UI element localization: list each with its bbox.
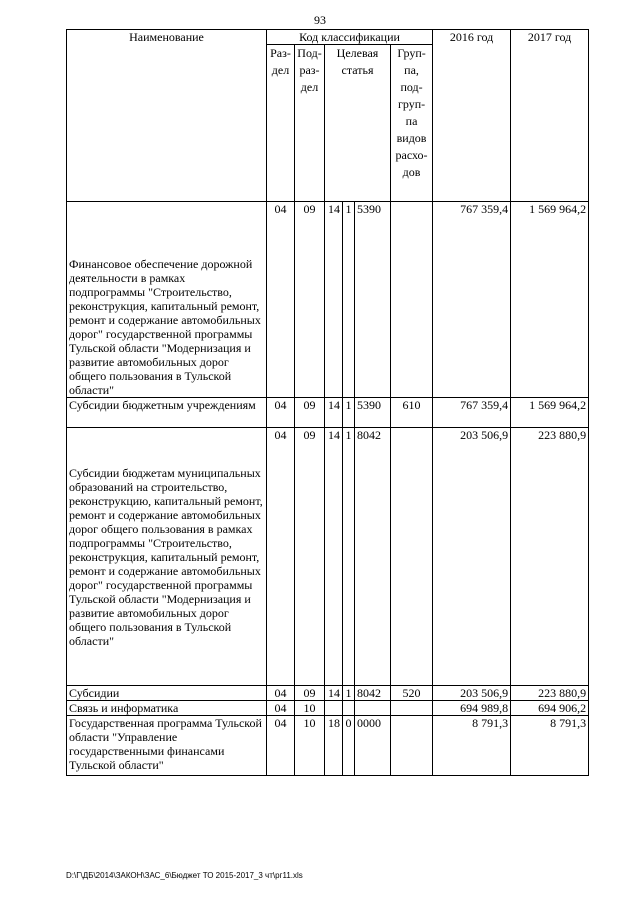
row-name: Субсидии бюджетным учреждениям — [67, 398, 267, 428]
row-target-1 — [325, 701, 343, 716]
row-group — [391, 701, 433, 716]
page-number: 93 — [314, 13, 326, 27]
row-2016: 767 359,4 — [433, 202, 511, 398]
table-row — [67, 716, 589, 776]
row-subsection: 09 — [295, 686, 325, 701]
row-target-3: 8042 — [355, 686, 391, 701]
header-group: Груп- па, под- груп- па видов расхо- дов — [391, 45, 433, 202]
row-target-1: 14 — [325, 398, 343, 428]
row-name: Субсидии бюджетам муниципальных образований на строительство, реконструкцию, капитальный ремонт, ремонт и содержание автомобильных дорог общего пользования в рамках подпрограммы "Строительство, реконструкция, капитальный ремонт, ремонт и содержание автомобильных дорог" государственной программы Тульской области "Модернизация и развитие автомобильных дорог общего пользования в Тульской области" — [67, 428, 267, 686]
row-subsection: 09 — [295, 398, 325, 428]
header-row-top — [67, 30, 589, 45]
header-classification: Код классификации — [267, 30, 433, 45]
row-target-2: 1 — [343, 686, 355, 701]
row-group — [391, 716, 433, 776]
row-2016: 767 359,4 — [433, 398, 511, 428]
table-row — [67, 701, 589, 716]
row-2017: 694 906,2 — [511, 701, 589, 716]
row-subsection: 10 — [295, 701, 325, 716]
row-group: 610 — [391, 398, 433, 428]
header-year-2017: 2017 год — [511, 30, 589, 202]
header-target-article: Целевая статья — [325, 45, 391, 202]
file-path-footer: D:\Г\ДБ\2014\ЗАКОН\ЗАС_6\Бюджет ТО 2015-2017_3 чт\рг11.xls — [66, 871, 303, 880]
budget-table — [66, 29, 589, 776]
row-target-2: 1 — [343, 398, 355, 428]
row-subsection: 09 — [295, 202, 325, 398]
row-section: 04 — [267, 716, 295, 776]
row-section: 04 — [267, 701, 295, 716]
row-target-1: 18 — [325, 716, 343, 776]
row-name: Государственная программа Тульской области "Управление государственными финансами Тульской области" — [67, 716, 267, 776]
row-2017: 223 880,9 — [511, 686, 589, 701]
header-year-2016: 2016 год — [433, 30, 511, 202]
row-2016: 694 989,8 — [433, 701, 511, 716]
row-target-1: 14 — [325, 202, 343, 398]
row-target-2: 1 — [343, 202, 355, 398]
row-section: 04 — [267, 428, 295, 686]
row-target-1: 14 — [325, 428, 343, 686]
row-target-3: 0000 — [355, 716, 391, 776]
row-2016: 203 506,9 — [433, 686, 511, 701]
row-target-2: 0 — [343, 716, 355, 776]
row-section: 04 — [267, 202, 295, 398]
table-row — [67, 398, 589, 428]
row-target-3 — [355, 701, 391, 716]
table-row — [67, 686, 589, 701]
header-subsection: Под- раз- дел — [295, 45, 325, 202]
row-2017: 1 569 964,2 — [511, 398, 589, 428]
row-target-2 — [343, 701, 355, 716]
row-2016: 8 791,3 — [433, 716, 511, 776]
row-target-1: 14 — [325, 686, 343, 701]
table-body — [67, 202, 589, 776]
row-2016: 203 506,9 — [433, 428, 511, 686]
row-subsection: 09 — [295, 428, 325, 686]
row-target-2: 1 — [343, 428, 355, 686]
table-row — [67, 428, 589, 686]
row-2017: 8 791,3 — [511, 716, 589, 776]
row-group: 520 — [391, 686, 433, 701]
table-row — [67, 202, 589, 398]
header-name: Наименование — [67, 30, 267, 202]
row-name: Субсидии — [67, 686, 267, 701]
row-group — [391, 202, 433, 398]
row-name: Связь и информатика — [67, 701, 267, 716]
row-2017: 223 880,9 — [511, 428, 589, 686]
row-target-3: 8042 — [355, 428, 391, 686]
row-name: Финансовое обеспечение дорожной деятельности в рамках подпрограммы "Строительство, реконструкция, капитальный ремонт, ремонт и содержание автомобильных дорог" государственной программы Тульской области "Модернизация и развитие автомобильных дорог общего пользования в Тульской области" — [67, 202, 267, 398]
row-section: 04 — [267, 398, 295, 428]
row-group — [391, 428, 433, 686]
row-section: 04 — [267, 686, 295, 701]
row-subsection: 10 — [295, 716, 325, 776]
row-target-3: 5390 — [355, 398, 391, 428]
row-target-3: 5390 — [355, 202, 391, 398]
header-section: Раз- дел — [267, 45, 295, 202]
row-2017: 1 569 964,2 — [511, 202, 589, 398]
